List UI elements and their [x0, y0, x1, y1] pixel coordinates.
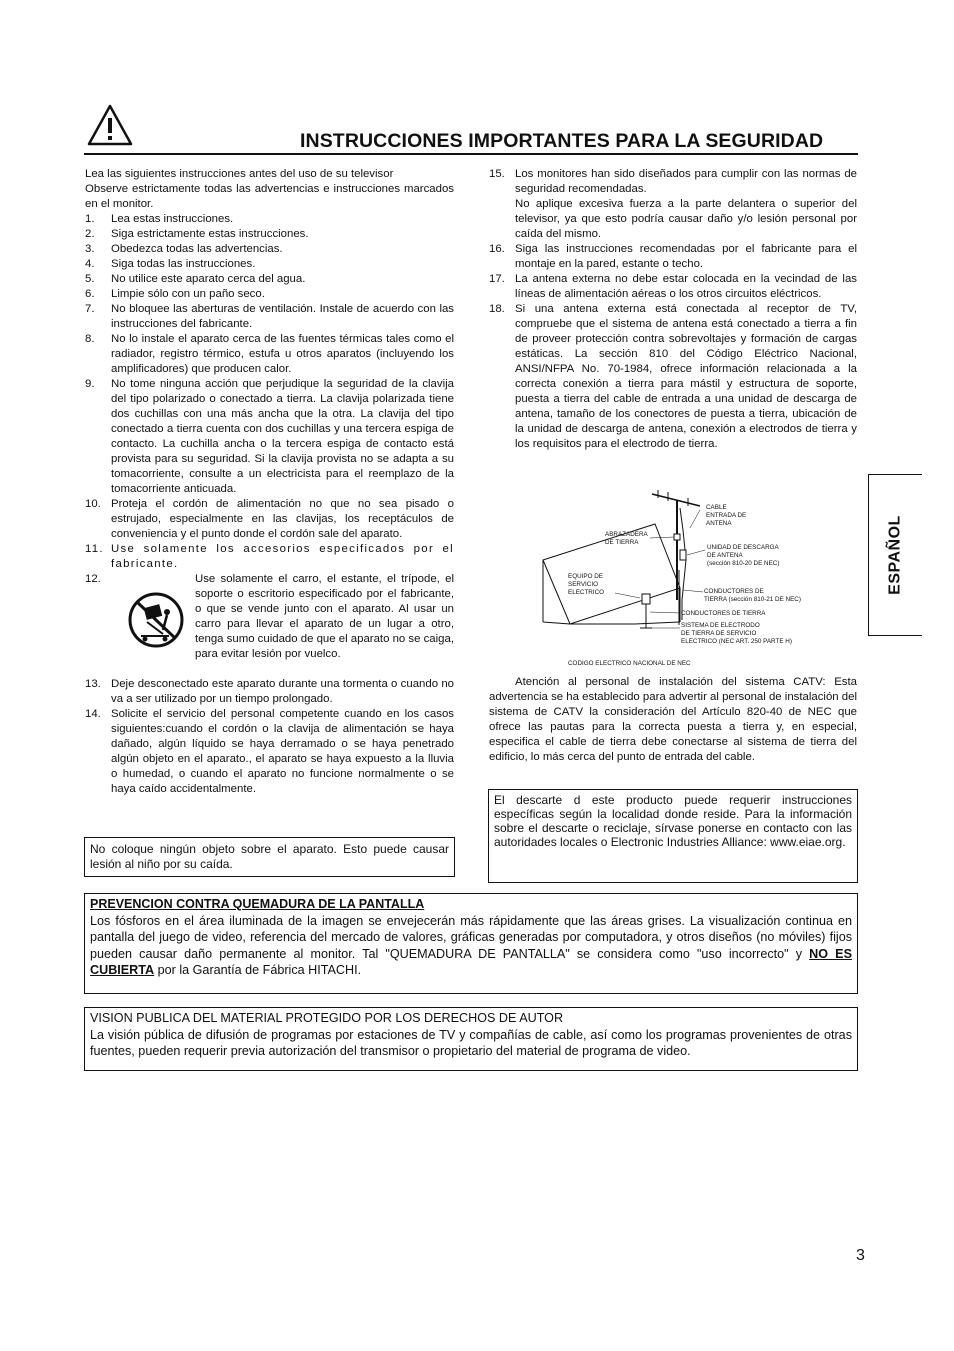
list-item: 11. Use solamente los accesorios especificados por el fabricante.	[85, 543, 454, 570]
list-item: 15. Los monitores han sido diseñados para cumplir con las normas de seguridad recomendadas. No aplique excesiva fuerza a la parte delantera o superior del televisor, ya que esto podría causar daño y/o lesión personal por caída del mismo.	[489, 168, 857, 240]
label-abrazadera-1: ABRAZADERA	[605, 531, 648, 538]
label-equipo-2: SERVICIO	[568, 581, 598, 588]
list-item: 14. Solicite el servicio del personal competente cuando en los casos siguientes:cuando el cordón o la clavija de alimentación se haya dañado, algún líquido se haya derramado o se haya penetrado algún objeto en el aparato., el aparato se haya expuesto a la lluvia o humedad, o cuando el aparato no funcione normalmente o se haya caído accidentalmente.	[85, 708, 454, 795]
list-item-cart: 12. Use solamente el carro, el estante, el trípode, el soporte o escritorio especificado por el fabricante, o que se vende junto con el aparato. Al usar un carro para llevar el aparato de un lugar a otro, tenga sumo cuidado de que el aparato no se caiga, para evitar lesión por vuelco.	[85, 573, 455, 660]
copyright-body: La visión pública de difusión de programas por estaciones de TV y compañías de cable, así como los programas provenientes de otras fuentes, pueden requerir previa autorización del transmisor o propietario del material de programa de video.	[90, 1027, 852, 1058]
list-item: 13. Deje desconectado este aparato durante una tormenta o cuando no va a ser utilizado por un tiempo prolongado.	[85, 678, 454, 705]
page-number: 3	[856, 1247, 865, 1264]
burn-in-notice	[84, 893, 858, 994]
label-sistema-1: SISTEMA DE ELECTRODO	[681, 622, 760, 629]
child-safety-notice: No coloque ningún objeto sobre el aparato. Esto puede causar lesión al niño por su caída.	[84, 837, 455, 877]
label-abrazadera-2: DE TIERRA	[605, 539, 639, 546]
list-item: 5. No utilice este aparato cerca del agua.	[85, 273, 306, 285]
page-title: INSTRUCCIONES IMPORTANTES PARA LA SEGURIDAD	[300, 130, 824, 152]
right-column	[489, 167, 857, 452]
list-item: 7. No bloquee las aberturas de ventilación. Instale de acuerdo con las instrucciones del fabricante.	[85, 303, 454, 330]
antenna-grounding-diagram	[540, 490, 840, 672]
cart-tipover-icon	[127, 590, 185, 650]
label-entrada-1: ENTRADA DE	[706, 512, 747, 519]
language-tab-label: ESPAÑOL	[886, 515, 904, 595]
label-unidad-1: UNIDAD DE DESCARGA	[707, 544, 779, 551]
label-equipo-1: EQUIPO DE	[568, 573, 603, 580]
burn-in-body: Los fósforos en el área iluminada de la imagen se envejecerán más rápidamente que las áreas grises. La visualización continua en pantalla del juego de video, referencia del mercado de valores, gráficas generadas por computadora, y otros diseños (no móviles) fijos pueden causar daño permanente al monitor. Tal "QUEMADURA DE PANTALLA" se considera como "uso incorrecto" y NO ES CUBIERTA por la Garantía de Fábrica HITACHI.	[90, 913, 852, 977]
burn-in-bold: NO ES CUBIERTA	[90, 946, 852, 977]
label-conductores-1: CONDUCTORES DE	[704, 588, 764, 595]
copyright-notice	[84, 1007, 858, 1071]
copyright-heading: VISION PUBLICA DEL MATERIAL PROTEGIDO POR LOS DERECHOS DE AUTOR	[90, 1011, 564, 1025]
warning-triangle-icon	[86, 103, 134, 147]
label-conductores-tierra: CONDUCTORES DE TIERRA	[681, 610, 766, 617]
label-conductores-2: TIERRA (sección 810-21 DE NEC)	[704, 596, 801, 603]
intro-line-1: Lea las siguientes instrucciones antes del uso de su televisor	[85, 168, 394, 180]
disposal-notice: El descarte d este producto puede requerir instrucciones específicas según la localidad donde reside. Para la información sobre el descarte o reciclaje, sírvase ponerse en contacto con las autoridades locales o Electronic Industries Alliance: www.eiae.org.	[488, 789, 858, 883]
list-item: 16. Siga las instrucciones recomendadas por el fabricante para el montaje en la pared, estante o techo.	[489, 243, 857, 270]
intro-line-2: Observe estrictamente todas las advertencias e instrucciones marcados en el monitor.	[85, 183, 454, 210]
list-item: 18. Si una antena externa está conectada al receptor de TV, compruebe que el sistema de antena está conectado a tierra a fin de proveer protección contra sobrevoltajes y formación de cargas estáticas. La sección 810 del Código Eléctrico Nacional, ANSI/NFPA No. 70-1984, ofrece información relacionada a la correcta conexión a tierra para mástil y estructura de soporte, puesta a tierra del cable de entrada a una unidad de descarga de antena, tamaño de los conectores de puesta a tierra, ubicación de la unidad de descarga de antena, conexión a electrodos de tierra y los requisitos para el electrodo de tierra.	[489, 303, 857, 450]
list-item: 1. Lea estas instrucciones.	[85, 213, 234, 225]
catv-notice: Atención al personal de instalación del sistema CATV: Esta advertencia se ha establecido para advertir al personal de instalación del sistema de CATV la consideración del Artículo 820-40 de NEC que ofrece las pautas para la correcta puesta a tierra y, en especial, especifica el cable de tierra debe conectarse al sistema de tierra del edificio, lo más cerca del punto de entrada del cable.	[489, 676, 857, 763]
list-item: 3. Obedezca todas las advertencias.	[85, 243, 283, 255]
label-unidad-2: DE ANTENA	[707, 552, 743, 559]
label-sistema-2: DE TIERRA DE SERVICIO	[681, 630, 757, 637]
label-unidad-3: (sección 810-20 DE NEC)	[707, 560, 780, 567]
label-entrada-2: ANTENA	[706, 520, 732, 527]
left-column	[85, 167, 454, 797]
label-codigo: CODIGO ELECTRICO NACIONAL DE NEC	[568, 660, 691, 667]
burn-in-heading: PREVENCION CONTRA QUEMADURA DE LA PANTALLA	[90, 897, 425, 911]
label-cable: CABLE	[706, 504, 727, 511]
list-item: 10. Proteja el cordón de alimentación no que no sea pisado o estrujado, especialmente en las clavijas, los receptáculos de conveniencia y el punto donde el cordón sale del aparato.	[85, 498, 454, 540]
label-sistema-3: ELECTRICO (NEC ART. 250 PARTE H)	[681, 638, 792, 645]
list-item: 2. Siga estrictamente estas instrucciones.	[85, 228, 309, 240]
list-item: 8. No lo instale el aparato cerca de las fuentes térmicas tales como el radiador, registro térmico, estufa u otros aparatos (incluyendo los amplificadores) que producen calor.	[85, 333, 454, 375]
label-equipo-3: ELECTRICO	[568, 589, 605, 596]
list-item: 6. Limpie sólo con un paño seco.	[85, 288, 265, 300]
title-rule	[84, 153, 858, 155]
language-tab	[868, 474, 922, 636]
list-item: 4. Siga todas las instrucciones.	[85, 258, 256, 270]
list-item: 9. No tome ninguna acción que perjudique la seguridad de la clavija del tipo polarizado o conectado a tierra. La clavija polarizada tiene dos cuchillas con una más ancha que la otra. La clavija del tipo conectado a tierra cuenta con dos cuchillas y una tercera espiga de contacto. La cuchilla ancha o la tercera espiga de contacto está provista para su seguridad. Si la clavija provista no se adapta a su tomacorriente, consulte a un electricista para el reemplazo de la tomacorriente anticuada.	[85, 378, 454, 495]
list-item: 17. La antena externa no debe estar colocada en la vecindad de las líneas de alimentación aéreas o los otros circuitos eléctricos.	[489, 273, 857, 300]
